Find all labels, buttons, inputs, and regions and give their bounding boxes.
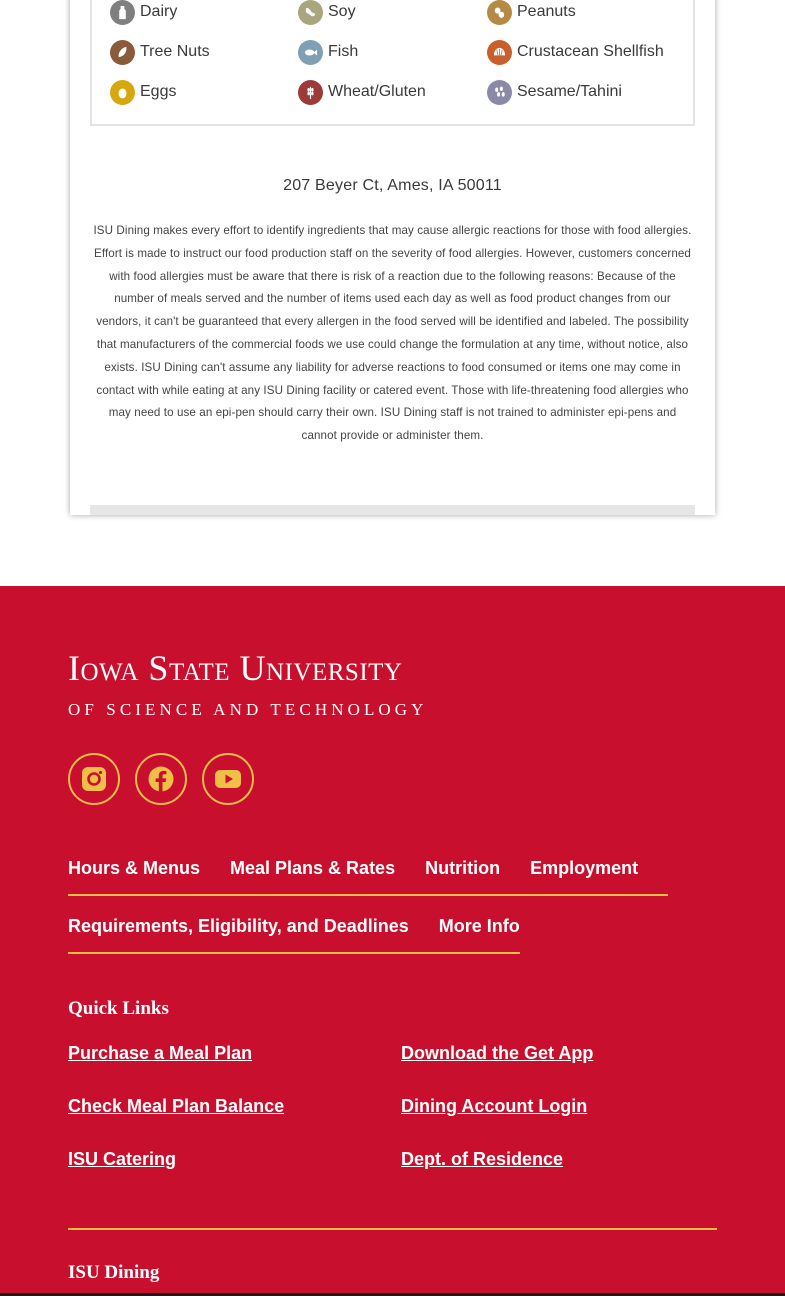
dining-address: 207 Beyer Ct, Ames, IA 50011 [283, 177, 502, 194]
link-dining-account-login[interactable]: Dining Account Login [401, 1096, 588, 1116]
footer-divider [68, 1228, 717, 1230]
allergen-legend [90, 0, 695, 126]
site-footer [0, 586, 785, 1296]
wordmark-line1: Iowa State University [68, 648, 403, 688]
link-download-get-app[interactable]: Download the Get App [401, 1043, 594, 1063]
allergen-wheat-gluten [298, 79, 426, 105]
allergen-fish [298, 39, 358, 65]
allergen-label: Tree Nuts [140, 43, 210, 60]
facebook-icon [147, 765, 175, 793]
link-purchase-meal-plan[interactable]: Purchase a Meal Plan [68, 1043, 253, 1063]
link-dept-residence[interactable]: Dept. of Residence [401, 1149, 564, 1169]
allergen-soy [298, 0, 356, 25]
facebook-link[interactable] [135, 753, 187, 805]
instagram-icon [80, 765, 108, 793]
allergen-tree-nuts [110, 39, 210, 65]
link-isu-catering[interactable]: ISU Catering [68, 1149, 177, 1169]
quick-links-title: Quick Links [68, 998, 169, 1019]
nav-more-info[interactable]: More Info [438, 916, 520, 936]
nav-meal-plans-rates[interactable]: Meal Plans & Rates [230, 858, 396, 878]
allergen-label: Eggs [140, 83, 177, 100]
allergen-eggs [110, 79, 176, 105]
youtube-link[interactable] [202, 753, 254, 805]
sesame-icon [487, 80, 512, 105]
instagram-link[interactable] [68, 753, 120, 805]
egg-icon [110, 80, 135, 105]
fish-icon [298, 40, 323, 65]
allergen-sesame [487, 79, 622, 105]
isu-dining-heading: ISU Dining [68, 1262, 160, 1283]
footer-nav-row-2 [68, 916, 520, 954]
isu-wordmark-logo[interactable] [68, 648, 428, 720]
milk-bottle-icon [110, 0, 135, 25]
shell-icon [487, 40, 512, 65]
youtube-icon [214, 765, 242, 793]
peanut-icon [487, 0, 512, 25]
nav-employment[interactable]: Employment [530, 858, 639, 878]
wordmark-line2: OF SCIENCE AND TECHNOLOGY [68, 700, 428, 719]
allergen-label: Wheat/Gluten [328, 83, 426, 100]
footer-nav-row-1 [68, 858, 668, 896]
allergen-info-card [70, 0, 715, 515]
allergen-label: Dairy [140, 3, 178, 20]
card-divider [90, 505, 695, 515]
allergen-label: Crustacean Shellfish [517, 43, 664, 60]
allergen-shellfish [487, 39, 664, 65]
soybean-icon [298, 0, 323, 25]
link-check-balance[interactable]: Check Meal Plan Balance [68, 1096, 285, 1116]
allergen-label: Sesame/Tahini [517, 83, 622, 100]
nav-nutrition[interactable]: Nutrition [425, 858, 501, 878]
allergy-disclaimer: ISU Dining makes every effort to identify ingredients that may cause allergic reactions for those with food allergies. Effort is made to instruct our food production staff on the severity of food allergies. However, customers concerned with food allergies must be aware that there is risk of a reaction due to the following reasons: Because of the number of meals served and the number of items used each day as well as food product changes from our vendors, it can't be guaranteed that every allergen in the food served will be identified and labeled. The possibility that manufacturers of the commercial foods we use could change the formulation at any time, without notice, also exists. ISU Dining can't assume any liability for adverse reactions to food consumed or items one may come in contact with while eating at any ISU Dining facility or catered event. Those with life-threatening food allergies who may need to use an epi-pen should carry their own. ISU Dining staff is not trained to administer epi-pens and cannot provide or administer them. [93, 224, 692, 443]
allergen-label: Fish [328, 43, 359, 60]
allergen-label: Soy [328, 3, 356, 20]
nav-requirements[interactable]: Requirements, Eligibility, and Deadlines [68, 916, 409, 936]
allergen-peanuts [487, 0, 576, 25]
almond-icon [110, 40, 135, 65]
allergen-dairy [110, 0, 177, 25]
allergen-label: Peanuts [517, 3, 576, 20]
wheat-icon [298, 80, 323, 105]
nav-hours-menus[interactable]: Hours & Menus [68, 858, 201, 878]
